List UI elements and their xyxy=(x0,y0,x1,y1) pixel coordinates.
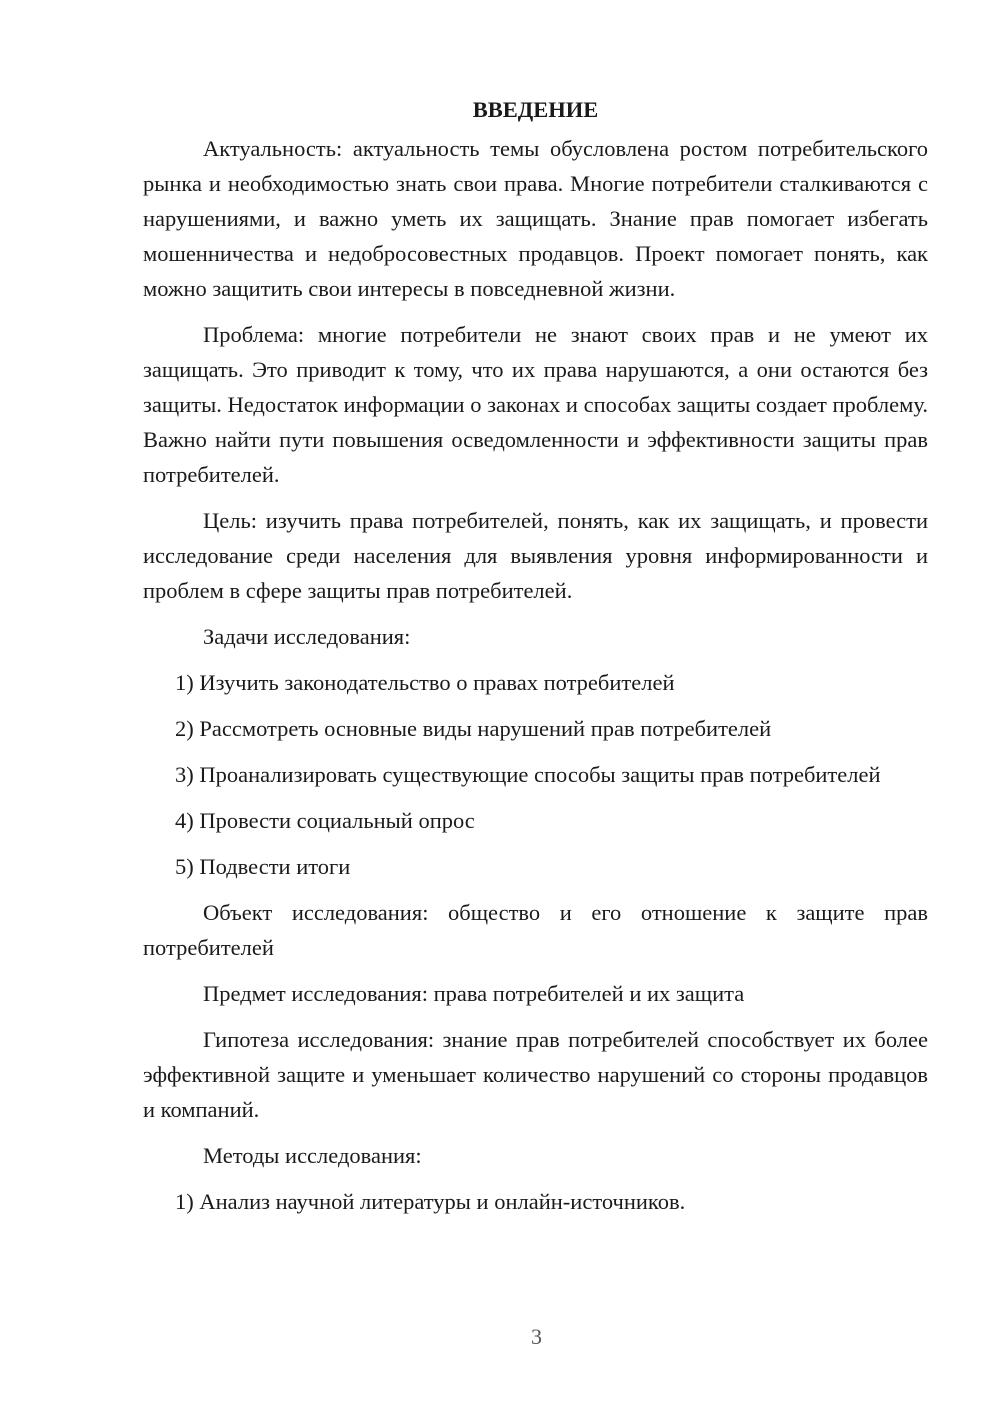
tasks-heading: Задачи исследования: xyxy=(203,624,411,649)
problem-paragraph: Проблема: многие потребители не знают своих прав и не умеют их защищать. Это приводит к тому, что их права нарушаются, а они остаются без защиты. Недостаток информации о законах и способах защиты создает проблему. Важно найти пути повышения осведомленности и эффективности защиты прав потребителей. xyxy=(143,322,928,487)
task-item-2: 2) Рассмотреть основные виды нарушений прав потребителей xyxy=(175,716,772,741)
task-item-3: 3) Проанализировать существующие способы защиты прав потребителей xyxy=(175,762,881,787)
method-item-1: 1) Анализ научной литературы и онлайн-источников. xyxy=(175,1189,686,1214)
object-paragraph: Объект исследования: общество и его отношение к защите прав потребителей xyxy=(143,900,928,960)
page-title: ВВЕДЕНИЕ xyxy=(472,97,599,122)
document-page xyxy=(143,92,928,1230)
page-number: 3 xyxy=(531,1324,542,1349)
goal-paragraph: Цель: изучить права потребителей, понять, как их защищать, и провести исследование среди населения для выявления уровня информированности и проблем в сфере защиты прав потребителей. xyxy=(143,508,928,603)
relevance-paragraph: Актуальность: актуальность темы обусловлена ростом потребительского рынка и необходимостью знать свои права. Многие потребители сталкиваются с нарушениями, и важно уметь их защищать. Знание прав помогает избегать мошенничества и недобросовестных продавцов. Проект помогает понять, как можно защитить свои интересы в повседневной жизни. xyxy=(143,136,928,301)
task-item-4: 4) Провести социальный опрос xyxy=(175,808,475,833)
methods-heading: Методы исследования: xyxy=(203,1143,422,1168)
task-item-5: 5) Подвести итоги xyxy=(175,854,351,879)
task-item-1: 1) Изучить законодательство о правах потребителей xyxy=(175,670,675,695)
subject-paragraph: Предмет исследования: права потребителей и их защита xyxy=(203,981,745,1006)
hypothesis-paragraph: Гипотеза исследования: знание прав потребителей способствует их более эффективной защите и уменьшает количество нарушений со стороны продавцов и компаний. xyxy=(143,1027,928,1122)
